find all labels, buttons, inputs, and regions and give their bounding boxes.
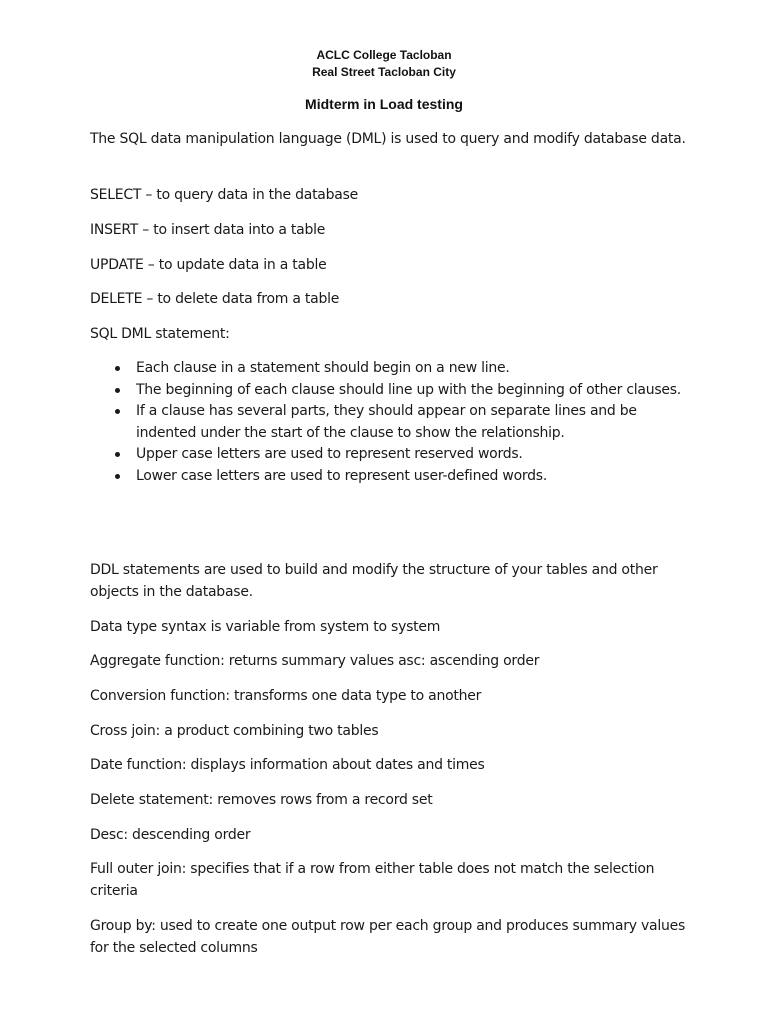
bullet-icon xyxy=(115,366,120,371)
definition-data-type: Data type syntax is variable from system to system xyxy=(90,619,441,635)
definition-delete-statement: Delete statement: removes rows from a record set xyxy=(90,792,433,808)
dml-command-select: SELECT – to query data in the database xyxy=(90,187,359,203)
list-item-text: Upper case letters are used to represent reserved words. xyxy=(136,446,523,462)
bullet-icon xyxy=(115,409,120,414)
list-item-text: Each clause in a statement should begin on a new line. xyxy=(136,360,510,376)
dml-command-update: UPDATE – to update data in a table xyxy=(90,257,327,273)
list-item xyxy=(90,444,690,466)
list-item xyxy=(90,380,690,402)
dml-command-insert: INSERT – to insert data into a table xyxy=(90,222,326,238)
document-title: Midterm in Load testing xyxy=(305,96,463,112)
list-item-text: Lower case letters are used to represent user-defined words. xyxy=(136,467,548,484)
definition-full-outer-join: Full outer join: specifies that if a row from either table does not match the selection criteria xyxy=(90,861,655,899)
definition-group-by: Group by: used to create one output row per each group and produces summary values for the selected columns xyxy=(90,918,686,956)
definition-conversion-function: Conversion function: transforms one data type to another xyxy=(90,688,482,704)
definition-cross-join: Cross join: a product combining two tables xyxy=(90,723,379,739)
list-item-text: If a clause has several parts, they should appear on separate lines and be indented under the start of the clause to show the relationship. xyxy=(136,403,637,441)
list-item xyxy=(90,358,690,380)
ddl-intro-paragraph: DDL statements are used to build and modify the structure of your tables and other objects in the database. xyxy=(90,562,658,600)
school-name: ACLC College Tacloban xyxy=(316,48,452,62)
school-address: Real Street Tacloban City xyxy=(312,65,456,79)
definition-date-function: Date function: displays information about dates and times xyxy=(90,757,485,773)
definition-aggregate-function: Aggregate function: returns summary values asc: ascending order xyxy=(90,653,540,669)
dml-statement-heading: SQL DML statement: xyxy=(90,326,230,342)
list-item xyxy=(90,401,690,444)
bullet-icon xyxy=(115,388,120,393)
definition-desc: Desc: descending order xyxy=(90,827,251,843)
dml-command-delete: DELETE – to delete data from a table xyxy=(90,291,340,307)
dml-rules-list xyxy=(90,358,690,487)
list-item-text: The beginning of each clause should line up with the beginning of other clauses. xyxy=(136,381,682,398)
bullet-icon xyxy=(115,474,120,479)
dml-intro-paragraph: The SQL data manipulation language (DML) is used to query and modify database data. xyxy=(90,131,686,147)
list-item xyxy=(90,466,690,488)
bullet-icon xyxy=(115,452,120,457)
